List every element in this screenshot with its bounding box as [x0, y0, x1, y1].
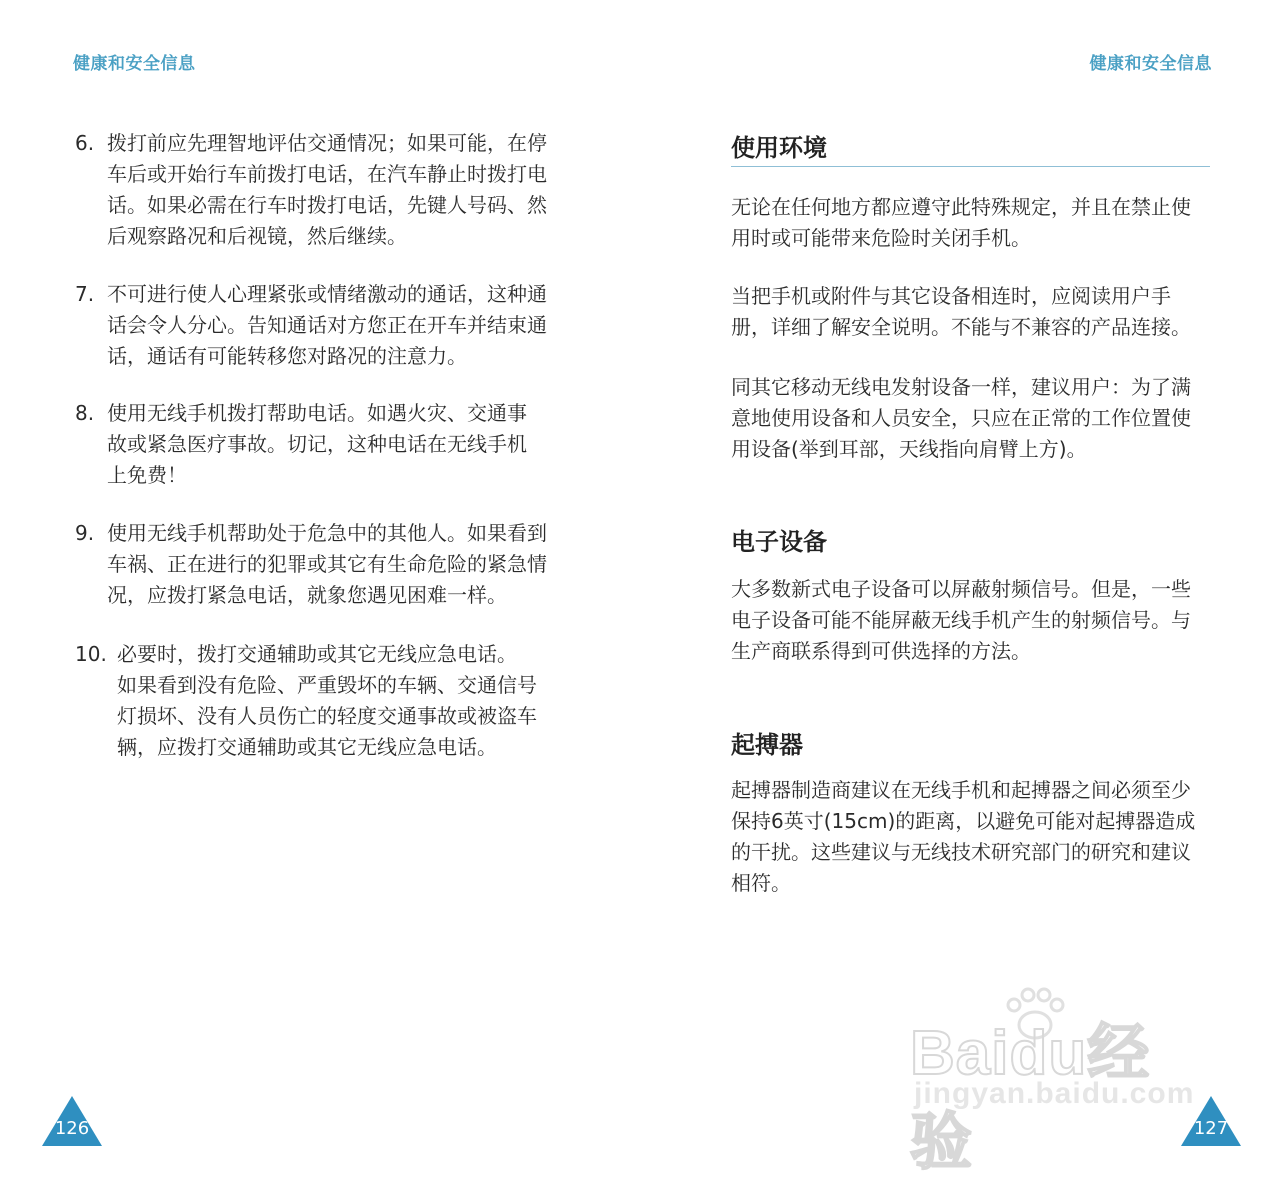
- section-title-environment: 使用环境: [731, 134, 827, 162]
- watermark-url: jingyan.baidu.com: [914, 1077, 1195, 1110]
- paragraph: [731, 574, 1211, 667]
- text-line: 不可进行使人心理紧张或情绪激动的通话，这种通: [107, 282, 547, 306]
- text-line: 用时或可能带来危险时关闭手机。: [731, 226, 1031, 250]
- text-line: 故或紧急医疗事故。切记，这种电话在无线手机: [107, 432, 527, 456]
- item-number: 6.: [75, 131, 95, 155]
- text-line: 册，详细了解安全说明。不能与不兼容的产品连接。: [731, 315, 1191, 339]
- text-line: 意地使用设备和人员安全，只应在正常的工作位置使: [731, 406, 1191, 430]
- text-line: 保持6英寸(15cm)的距离，以避免可能对起搏器造成: [731, 809, 1196, 833]
- list-item-9: [75, 518, 555, 611]
- watermark-logo-text: Baidu经验: [910, 1019, 1151, 1177]
- text-line: 电子设备可能不能屏蔽无线手机产生的射频信号。与: [731, 608, 1191, 632]
- text-line: 话，通话有可能转移您对路况的注意力。: [107, 344, 467, 368]
- text-line: 况，应拨打紧急电话，就象您遇见困难一样。: [107, 583, 507, 607]
- title-divider: [731, 166, 1210, 167]
- paragraph: [731, 775, 1211, 899]
- item-text: [75, 128, 555, 252]
- list-item-8: [75, 398, 555, 491]
- text-line: 大多数新式电子设备可以屏蔽射频信号。但是，一些: [731, 577, 1191, 601]
- page-number-marker: [40, 1094, 104, 1148]
- text-line: 上免费！: [107, 463, 187, 487]
- text-line: 车后或开始行车前拨打电话，在汽车静止时拨打电: [107, 162, 547, 186]
- text-line: 用设备(举到耳部，天线指向肩臂上方)。: [731, 437, 1087, 461]
- text-line: 拨打前应先理智地评估交通情况；如果可能，在停: [107, 131, 547, 155]
- text-line: 话。如果必需在行车时拨打电话，先键人号码、然: [107, 193, 547, 217]
- item-text: [75, 518, 555, 611]
- baidu-watermark: [900, 985, 1210, 1177]
- item-text: [75, 398, 555, 491]
- item-number: 8.: [75, 401, 95, 425]
- page-number: 127: [1193, 1118, 1229, 1139]
- text-line: 话会令人分心。告知通话对方您正在开车并结束通: [107, 313, 547, 337]
- running-header: 健康和安全信息: [73, 54, 196, 74]
- text-line: 使用无线手机帮助处于危急中的其他人。如果看到: [107, 521, 547, 545]
- text-line: 使用无线手机拨打帮助电话。如遇火灾、交通事: [107, 401, 527, 425]
- text-line: 相符。: [731, 871, 791, 895]
- text-line: 如果看到没有危险、严重毁坏的车辆、交通信号: [117, 673, 537, 697]
- paragraph: [731, 281, 1211, 343]
- text-line: 车祸、正在进行的犯罪或其它有生命危险的紧急情: [107, 552, 547, 576]
- item-number: 10.: [75, 642, 107, 666]
- item-number: 7.: [75, 282, 95, 306]
- section-title-electronics: 电子设备: [731, 528, 827, 556]
- list-item-7: [75, 279, 555, 372]
- list-item-6: [75, 128, 555, 252]
- text-line: 无论在任何地方都应遵守此特殊规定，并且在禁止使: [731, 195, 1191, 219]
- item-text: [75, 279, 555, 372]
- text-line: 同其它移动无线电发射设备一样，建议用户：为了满: [731, 375, 1191, 399]
- item-text: [75, 639, 555, 763]
- text-line: 必要时，拨打交通辅助或其它无线应急电话。: [117, 642, 517, 666]
- list-item-10: [75, 639, 555, 763]
- left-page: [0, 0, 640, 1176]
- text-line: 当把手机或附件与其它设备相连时，应阅读用户手: [731, 284, 1171, 308]
- item-number: 9.: [75, 521, 95, 545]
- paragraph: [731, 192, 1211, 254]
- text-line: 的干扰。这些建议与无线技术研究部门的研究和建议: [731, 840, 1191, 864]
- text-line: 后观察路况和后视镜，然后继续。: [107, 224, 407, 248]
- section-title-pacemaker: 起搏器: [731, 731, 803, 759]
- text-line: 灯损坏、没有人员伤亡的轻度交通事故或被盗车: [117, 704, 537, 728]
- page-number: 126: [54, 1118, 90, 1139]
- text-line: 辆，应拨打交通辅助或其它无线应急电话。: [117, 735, 497, 759]
- running-header: 健康和安全信息: [1089, 54, 1212, 74]
- text-line: 生产商联系得到可供选择的方法。: [731, 639, 1031, 663]
- paragraph: [731, 372, 1211, 465]
- text-line: 起搏器制造商建议在无线手机和起搏器之间必须至少: [731, 778, 1191, 802]
